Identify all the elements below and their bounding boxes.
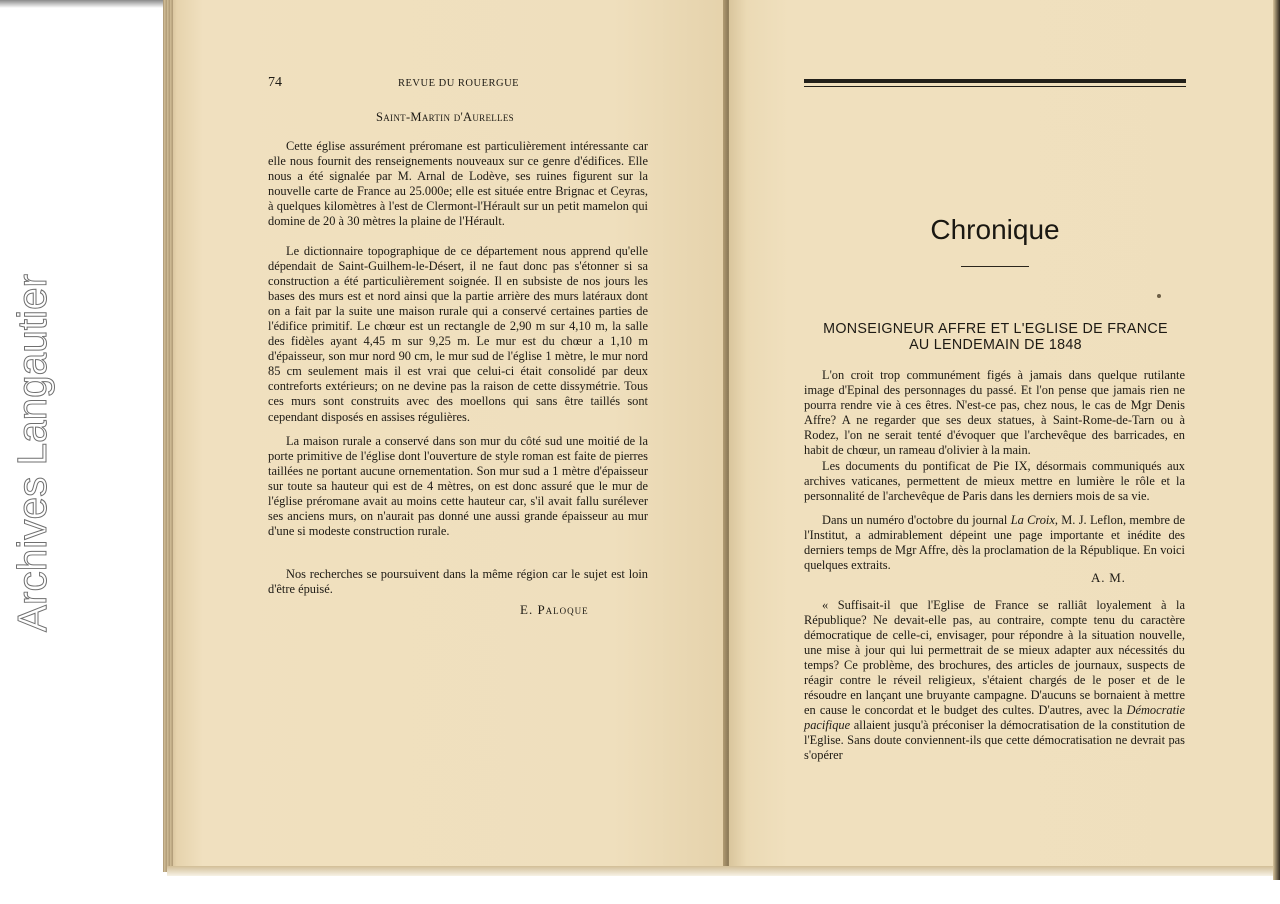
author-initials: A. M.	[1091, 570, 1126, 585]
chronique-heading: Chronique	[930, 214, 1060, 245]
watermark-svg	[2, 270, 58, 640]
body-paragraph: La maison rurale a conservé dans son mur du côté sud une moitié de la porte primitive de l'église dont l'ouverture de style roman est faite de pierres taillées ne portant aucune ornementation. Son mur sud a 1 mètre d'épaisseur sur toute sa hauteur qui est de 4 mètres, on est donc assuré que le mur de l'église préromane avait au moins cette hauteur car, s'il avait fallu surélever ses anciens murs, on n'aurait pas donné une aussi grande épaisseur au mur d'une si modeste construction rurale.	[268, 434, 648, 539]
header-rule-thin	[804, 86, 1186, 87]
article-paragraph	[804, 513, 1185, 573]
paragraph-text: Dans un numéro d'octobre du journal	[822, 513, 1011, 527]
journal-title: La Croix	[1010, 513, 1055, 527]
article-title	[804, 321, 1187, 353]
header-rule-thick	[804, 79, 1186, 83]
journal-name: Démocratie pacifique	[804, 703, 1185, 733]
book-bottom-edge	[167, 866, 1277, 876]
article-title-line-1: MONSEIGNEUR AFFRE ET L'EGLISE DE FRANCE	[823, 321, 1168, 337]
article-paragraph: L'on croit trop communément figés à jamais dans quelque rutilante image d'Epinal des personnages du passé. Et l'on pense que jamais rien ne pourra rendre vie à ces êtres. N'est-ce pas, chez nous, le cas de Mgr Denis Affre? A ne regarder que ses deux statues, à Saint-Rome-de-Tarn ou à Rodez, l'on ne serait tenté d'évoquer que l'archevêque des barricades, en habit de chœur, un rameau d'olivier à la main.	[804, 368, 1185, 458]
article-title-line-2: AU LENDEMAIN DE 1848	[909, 337, 1082, 353]
ink-dot	[1157, 294, 1161, 298]
left-page	[163, 0, 727, 872]
author-signature: E. Paloque	[520, 602, 589, 617]
page-number: 74	[268, 75, 282, 90]
article-paragraph: Les documents du pontificat de Pie IX, désormais communiqués aux archives vaticanes, permettent de mieux mettre en lumière le rôle et la personnalité de l'archevêque de Paris dans les derniers mois de sa vie.	[804, 459, 1185, 504]
body-paragraph: Le dictionnaire topographique de ce département nous apprend qu'elle dépendait de Saint-Guilhem-le-Désert, il ne faut donc pas s'étonner si sa construction a été particulièrement soignée. Il en subsiste de nos jours les bases des murs est et nord ainsi que la partie arrière des murs latéraux dont on a fait par la suite une maison rurale qui a conservé certaines parties de l'édifice primitif. Le chœur est un rectangle de 2,90 m sur 4,10 m, la salle des fidèles ayant 4,45 m sur 9,25 m. Le mur est du chœur a 1,10 m d'épaisseur, son mur nord 90 cm, le mur sud de l'église 1 mètre, le mur nord 85 cm seulement mais il est vrai que celui-ci était consolidé par deux contreforts extérieurs; on ne devine pas la raison de cette dissymétrie. Tous ces murs sont construits avec des moellons qui sans être taillés sont cependant disposés en assises régulières.	[268, 244, 648, 424]
quote-text: allaient jusqu'à préconiser la démocratisation de la constitution de l'Eglise. Sans doute conviennent-ils que cette démocratisation ne devrait pas s'opérer	[804, 718, 1185, 763]
book-right-edge	[1273, 0, 1280, 880]
section-title: Saint-Martin d'Aurelles	[376, 110, 514, 124]
archive-watermark	[2, 270, 58, 640]
running-header: REVUE DU ROUERGUE	[398, 78, 520, 89]
body-paragraph: Cette église assurément préromane est particulièrement intéressante car elle nous fournit des renseignements nouveaux sur ce genre d'édifices. Elle nous a été signalée par M. Arnal de Lodève, ses ruines figurent sur la nouvelle carte de France au 25.000e; elle est située entre Brignac et Ceyras, à quelques kilomètres à l'est de Clermont-l'Hérault sur un petit mamelon qui domine de 20 à 30 mètres la plaine de l'Hérault.	[268, 139, 648, 229]
scan-top-shadow	[0, 0, 170, 8]
quote-text: « Suffisait-il que l'Eglise de France se ralliât loyalement à la République? Ne devait-elle pas, au contraire, compte tenu du caractère démocratique de celle-ci, envisager, pour répondre à la situation nouvelle, une mise à jour qui lui permettrait de se mieux adapter aux nécessités du temps? Ce problème, des brochures, des articles de journaux, suspects de réagir contre le réveil religieux, s'étaient chargés de le poser et de le résoudre en lançant une bruyante campagne. D'aucuns se bornaient à mettre en cause le concordat et le budget des cultes. D'autres, avec la	[804, 598, 1185, 718]
quoted-paragraph	[804, 598, 1185, 764]
open-book	[163, 0, 1280, 880]
heading-underline	[961, 266, 1029, 267]
paragraph-text: , M. J. Leflon, membre de l'Institut, a admirablement dépeint une page importante et inédite des derniers temps de Mgr Affre, dès la proclamation de la République. En voici quelques extraits.	[804, 513, 1185, 573]
watermark-text: Archives Langautier	[9, 270, 55, 632]
left-page-edge	[163, 0, 173, 872]
body-paragraph: Nos recherches se poursuivent dans la même région car le sujet est loin d'être épuisé.	[268, 567, 648, 597]
